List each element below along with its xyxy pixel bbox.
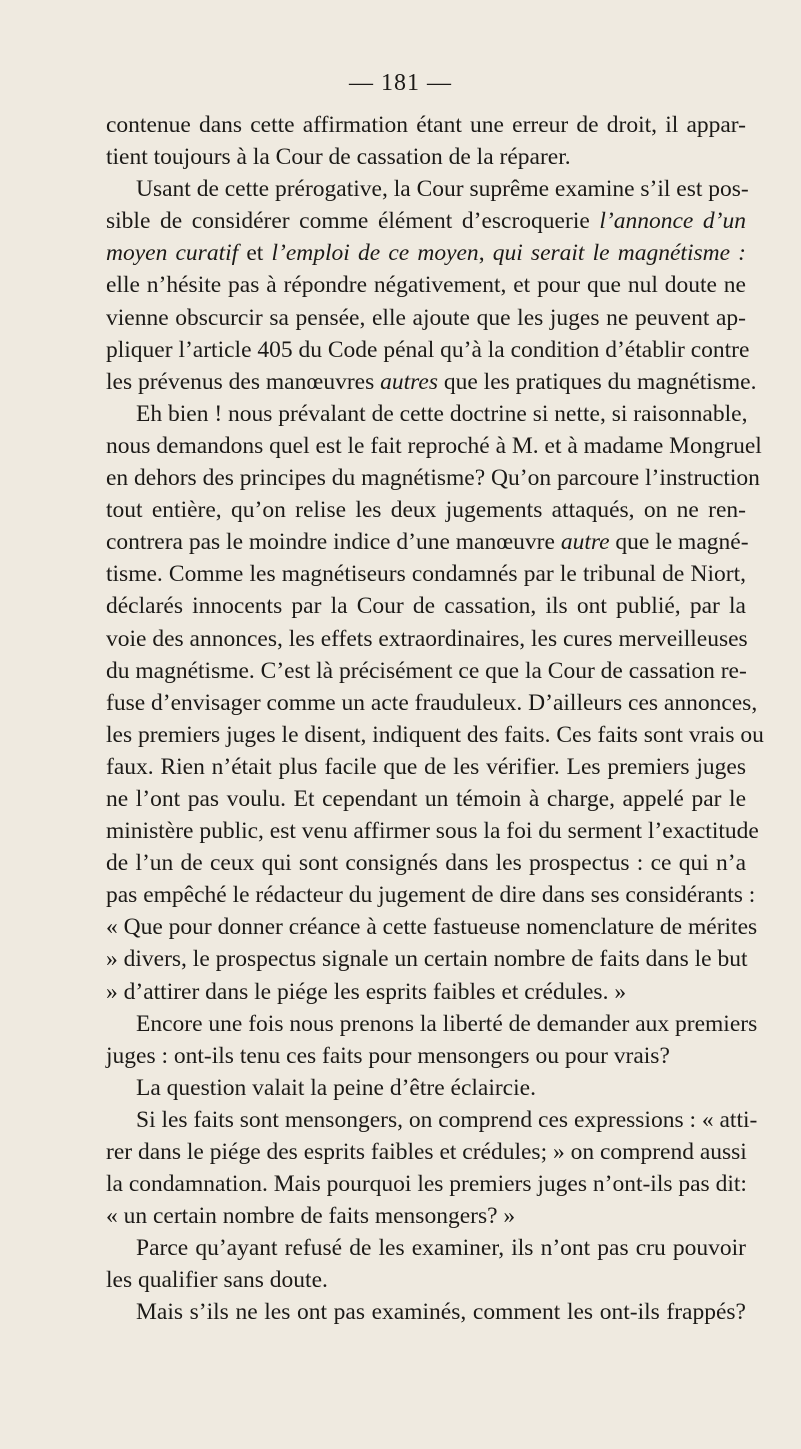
text-line (106, 1072, 746, 1104)
text-segment: la condamnation. Mais pourquoi les premiers juges n’ont-ils pas dit: (106, 1171, 747, 1198)
text-line (106, 590, 746, 622)
text-line (106, 719, 764, 751)
text-line (106, 783, 746, 815)
page-number: — 181 — (349, 70, 452, 96)
text-line (106, 109, 746, 141)
text-segment: déclarés innocents par la Cour de cassation, ils ont publié, par la (106, 593, 746, 620)
text-line (106, 237, 746, 269)
text-line (106, 494, 746, 526)
italic-text: moyen curatif (106, 240, 239, 267)
text-segment: en dehors des principes du magnétisme? Qu’on parcoure l’instruction (106, 465, 760, 492)
text-segment: faux. Rien n’était plus facile que de les vérifier. Les premiers juges (106, 753, 746, 780)
text-segment: elle n’hésite pas à répondre négativement, et pour que nul doute ne (106, 272, 746, 299)
text-line (106, 173, 749, 205)
text-segment: que le magné- (609, 529, 749, 556)
italic-text: l’emploi de ce moyen (271, 240, 479, 267)
text-line (106, 1264, 746, 1296)
text-segment: Si les faits sont mensongers, on comprend ces expressions : « atti- (136, 1106, 758, 1133)
text-segment: nous demandons quel est le fait reproché à M. et à madame Mongruel (106, 432, 762, 459)
text-segment: les qualifier sans doute. (106, 1267, 328, 1294)
text-segment: Usant de cette prérogative, la Cour suprême examine s’il est pos- (136, 176, 749, 203)
text-segment: » divers, le prospectus signale un certain nombre de faits dans le but (106, 946, 748, 973)
text-segment: ministère public, est venu affirmer sous la foi du serment l’exactitude (106, 818, 759, 845)
text-segment: juges : ont-ils tenu ces faits pour mensongers ou pour vrais? (106, 1042, 670, 1069)
text-segment: , (478, 240, 493, 267)
text-line (106, 269, 746, 301)
text-segment: Parce qu’ayant refusé de les examiner, ils n’ont pas cru pouvoir (136, 1235, 746, 1262)
text-segment: de l’un de ceux qui sont consignés dans les prospectus : ce qui n’a (106, 850, 746, 877)
text-segment: Encore une fois nous prenons la liberté de demander aux premiers (136, 1010, 758, 1037)
italic-text: qui serait le magnétisme : (492, 240, 747, 267)
text-segment: sible de considérer comme élément d’escroquerie (106, 208, 600, 235)
body-text (106, 109, 764, 1329)
text-segment: tient toujours à la Cour de cassation de la réparer. (106, 144, 571, 171)
text-line (106, 366, 757, 398)
text-segment: Eh bien ! nous prévalant de cette doctrine si nette, si raisonnable, (136, 400, 748, 427)
text-line (106, 526, 749, 558)
text-line (106, 1040, 746, 1072)
italic-text: l’annonce d’un (599, 208, 747, 235)
text-segment: voie des annonces, les effets extraordinaires, les cures merveilleuses (106, 625, 748, 652)
text-segment: que les pratiques du magnétisme. (438, 368, 757, 395)
text-segment: fuse d’envisager comme un acte frauduleux. D’ailleurs ces annonces, (106, 689, 758, 716)
text-line (106, 1200, 746, 1232)
text-segment: contrera pas le moindre indice d’une manœuvre (106, 529, 561, 556)
text-segment: « un certain nombre de faits mensongers? » (106, 1203, 516, 1230)
text-line (106, 879, 756, 911)
text-line (106, 398, 746, 430)
italic-text: autre (560, 529, 610, 556)
text-line (106, 205, 746, 237)
text-segment: vienne obscurcir sa pensée, elle ajoute que les juges ne peuvent ap- (106, 304, 746, 331)
text-line (106, 687, 758, 719)
text-line (106, 558, 746, 590)
text-segment: rer dans le piége des esprits faibles et crédules; » on comprend aussi (106, 1139, 747, 1165)
text-segment: pliquer l’article 405 du Code pénal qu’à la condition d’établir contre (106, 336, 750, 363)
text-line (106, 623, 746, 655)
italic-text: autres (380, 368, 438, 395)
text-line (106, 1168, 746, 1200)
text-segment: les premiers juges le disent, indiquent des faits. Ces faits sont vrais ou (106, 721, 764, 748)
text-segment: » d’attirer dans le piége les esprits faibles et crédules. » (106, 978, 627, 1005)
text-line (106, 815, 759, 847)
text-line (106, 847, 746, 879)
text-line (106, 1008, 758, 1040)
text-segment: pas empêché le rédacteur du jugement de dire dans ses considérants : (106, 882, 756, 909)
text-segment: ne l’ont pas voulu. Et cependant un témoin à charge, appelé par le (106, 785, 746, 812)
text-segment: « Que pour donner créance à cette fastueuse nomenclature de mérites (106, 914, 758, 941)
text-segment: contenue dans cette affirmation étant une erreur de droit, il appar- (106, 112, 746, 138)
text-line (106, 1136, 746, 1168)
text-segment: Mais s’ils ne les ont pas examinés, comment les ont-ils frappés? (136, 1299, 746, 1326)
text-segment: tisme. Comme les magnétiseurs condamnés par le tribunal de Niort, (106, 561, 746, 588)
text-line (106, 302, 746, 334)
text-segment: La question valait la peine d’être éclaircie. (136, 1074, 536, 1101)
text-line (106, 462, 760, 494)
text-line (106, 334, 750, 366)
text-line (106, 1232, 746, 1264)
text-line (106, 943, 746, 975)
text-line (106, 655, 746, 687)
text-line (106, 1296, 746, 1328)
text-line (106, 911, 758, 943)
text-segment: les prévenus des manœuvres (106, 368, 381, 395)
text-line (106, 141, 746, 173)
text-line (106, 430, 762, 462)
text-line (106, 1104, 758, 1136)
text-segment: et (238, 240, 272, 267)
text-segment: du magnétisme. C’est là précisément ce que la Cour de cassation re- (106, 657, 747, 684)
text-segment: tout entière, qu’on relise les deux jugements attaqués, on ne ren- (106, 497, 746, 524)
text-line (106, 976, 746, 1008)
text-line (106, 751, 746, 783)
